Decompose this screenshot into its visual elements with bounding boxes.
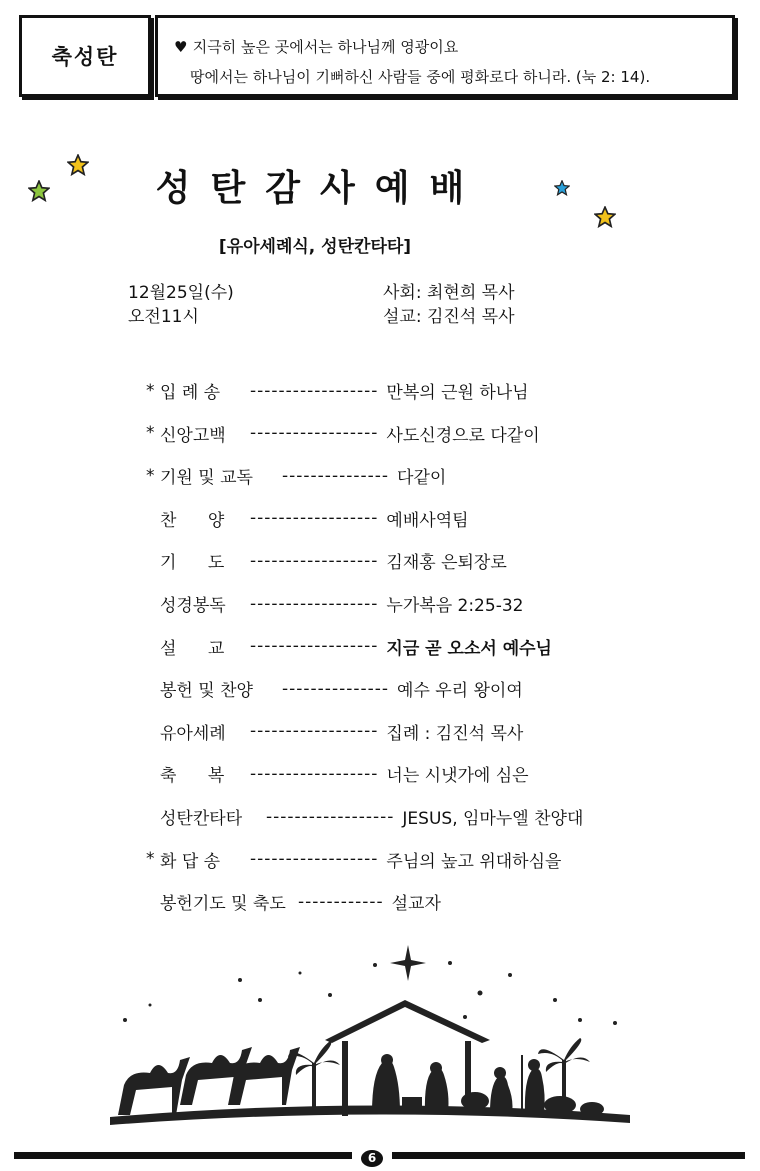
order-row — [146, 634, 552, 659]
order-label: 화 답 송 — [160, 851, 221, 872]
verse-line-2: 땅에서는 하나님이 기뻐하신 사람들 중에 평화로다 하니라. (눅 2: 14). — [190, 68, 651, 86]
order-label: 찬 양 — [160, 510, 225, 531]
standing-mark: * — [146, 423, 155, 444]
order-value: 주님의 높고 위대하심을 — [386, 851, 562, 872]
leader-dashes: ------------------ — [250, 508, 379, 529]
section-label-box — [19, 15, 151, 97]
order-value: 다같이 — [397, 468, 447, 489]
order-row — [146, 506, 469, 531]
leader-dashes: --------------- — [282, 465, 390, 486]
verse-line-1: 지극히 높은 곳에서는 하나님께 영광이요 — [192, 38, 459, 56]
order-row — [146, 591, 523, 616]
order-row — [146, 804, 583, 829]
leader-dashes: ------------------ — [250, 636, 379, 657]
order-row — [146, 889, 441, 914]
standing-mark: * — [146, 465, 155, 486]
order-label: 기 도 — [160, 553, 225, 574]
service-leaders — [383, 281, 515, 329]
page-title: 성탄감사예배 — [155, 168, 485, 209]
order-label: 봉헌 및 찬양 — [160, 681, 253, 702]
page-number: 6 — [361, 1150, 383, 1167]
leader-dashes: ------------------ — [250, 550, 379, 571]
order-label: 기원 및 교독 — [160, 468, 253, 489]
order-label: 축 복 — [160, 766, 225, 787]
order-label: 입 례 송 — [160, 383, 221, 403]
order-row — [146, 463, 446, 488]
leader-dashes: ------------------ — [266, 806, 395, 827]
leader-dashes: ------------------ — [250, 423, 379, 444]
order-value: 누가복음 2:25-32 — [386, 596, 524, 616]
order-row — [146, 421, 540, 446]
order-row — [146, 719, 523, 744]
order-label: 설 교 — [160, 638, 225, 659]
order-value: 너는 시냇가에 심은 — [386, 766, 529, 787]
order-value: 김재홍 은퇴장로 — [386, 553, 507, 574]
order-label: 성경봉독 — [160, 596, 226, 616]
order-value: 설교자 — [391, 894, 441, 915]
leader-dashes: ------------ — [298, 891, 384, 912]
order-value: 만복의 근원 하나님 — [386, 383, 529, 403]
page-subtitle: [유아세례식, 성탄칸타타] — [218, 237, 412, 257]
order-value: 집례 : 김진석 목사 — [386, 723, 524, 744]
order-label: 봉헌기도 및 축도 — [160, 894, 286, 915]
order-value: 예수 우리 왕이여 — [397, 681, 523, 702]
leader-dashes: ------------------ — [250, 849, 379, 870]
order-row — [146, 378, 529, 403]
order-row — [146, 761, 529, 786]
order-value: 사도신경으로 다같이 — [386, 425, 540, 446]
service-time: 오전11시 — [128, 307, 199, 327]
order-row — [146, 847, 561, 872]
standing-mark: * — [146, 380, 155, 401]
section-label: 축성탄 — [51, 45, 119, 69]
order-value: 예배사역팀 — [386, 510, 469, 531]
order-row — [146, 676, 523, 701]
leader-dashes: --------------- — [282, 678, 390, 699]
service-date: 12월25일(수) — [128, 283, 234, 303]
nativity-illustration — [110, 945, 630, 1130]
order-label: 성탄칸타타 — [160, 809, 243, 829]
order-label: 유아세례 — [160, 723, 226, 744]
verse-box — [155, 15, 735, 97]
order-label: 신앙고백 — [160, 425, 226, 446]
order-value: JESUS, 임마누엘 찬양대 — [402, 809, 584, 829]
standing-mark: * — [146, 849, 155, 870]
order-row — [146, 548, 507, 573]
leader-dashes: ------------------ — [250, 721, 379, 742]
leader-dashes: ------------------ — [250, 763, 379, 784]
order-value: 지금 곧 오소서 예수님 — [386, 638, 552, 659]
heart-icon: ♥ — [174, 38, 188, 56]
service-preacher: 설교: 김진석 목사 — [383, 307, 515, 327]
leader-dashes: ------------------ — [250, 593, 379, 614]
service-host: 사회: 최현희 목사 — [383, 283, 515, 303]
service-datetime — [128, 281, 234, 329]
leader-dashes: ------------------ — [250, 380, 379, 401]
